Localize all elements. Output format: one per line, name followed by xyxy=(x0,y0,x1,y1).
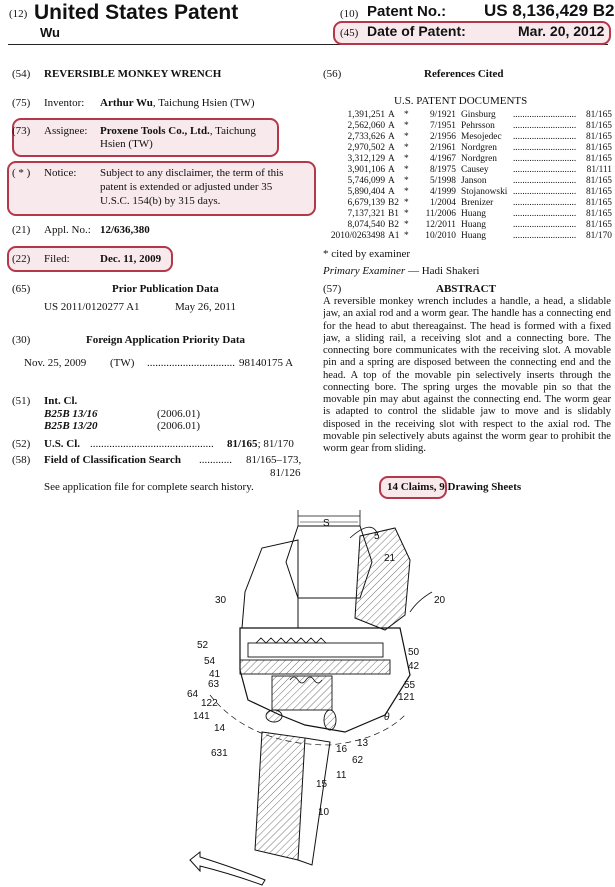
reference-row xyxy=(323,231,612,242)
ref-cited-mark: * xyxy=(404,198,409,208)
ref-cited-mark: * xyxy=(404,132,409,142)
ref-kind: A xyxy=(388,121,395,131)
ref-inventor: Pehrsson xyxy=(461,121,495,131)
date-label: Date of Patent: xyxy=(367,23,466,39)
examiner-name: — Hadi Shakeri xyxy=(405,265,480,277)
uscl-value xyxy=(227,438,294,451)
prior-pub-date: May 26, 2011 xyxy=(175,301,237,313)
ref-number: 3,901,106 xyxy=(347,165,385,175)
ref-cited-mark: * xyxy=(404,143,409,153)
ref-leader-dots: ........................... xyxy=(512,110,577,120)
ref-number: 3,312,129 xyxy=(347,154,385,164)
ref-cited-mark: * xyxy=(404,165,409,175)
ref-date: 10/2010 xyxy=(425,231,456,241)
ref-inventor: Huang xyxy=(461,231,486,241)
ref-class: 81/165 xyxy=(585,198,612,208)
fig-label-62: 62 xyxy=(352,755,364,766)
inventor-short: Wu xyxy=(40,25,60,40)
ref-kind: B1 xyxy=(388,209,399,219)
fig-label-10: 10 xyxy=(318,807,330,818)
ref-kind: B2 xyxy=(388,220,399,230)
reference-row xyxy=(323,143,612,154)
us-docs-heading: U.S. PATENT DOCUMENTS xyxy=(394,95,528,107)
abstract-heading: ABSTRACT xyxy=(436,283,496,295)
ref-number: 2010/0263498 xyxy=(330,231,385,241)
handle xyxy=(255,732,305,860)
ref-kind: A xyxy=(388,176,395,186)
code-52: (52) xyxy=(12,438,31,450)
prior-pub-number: US 2011/0120277 A1 xyxy=(44,301,140,313)
code-73: (73) xyxy=(12,125,31,137)
ref-class: 81/111 xyxy=(586,165,612,175)
ref-inventor: Nordgren xyxy=(461,143,497,153)
ref-number: 8,074,540 xyxy=(347,220,385,230)
ref-cited-mark: * xyxy=(404,154,409,164)
inventor-label: Inventor: xyxy=(44,97,85,109)
code-30: (30) xyxy=(12,334,31,346)
reference-row xyxy=(323,220,612,231)
slidable-jaw xyxy=(242,540,298,628)
fig-label-11: 11 xyxy=(336,770,347,781)
refs-heading: References Cited xyxy=(424,68,504,80)
code-57: (57) xyxy=(323,283,342,295)
date-of-patent: Mar. 20, 2012 xyxy=(518,23,605,39)
code-65: (65) xyxy=(12,283,31,295)
foreign-country: (TW) xyxy=(110,357,135,369)
ref-number: 1,391,251 xyxy=(347,110,385,120)
assignee-location: , Taichung xyxy=(209,125,256,137)
ref-inventor: Causey xyxy=(461,165,489,175)
fig-label-42: 42 xyxy=(408,661,420,672)
ref-inventor: Huang xyxy=(461,220,486,230)
fig-label-64: 64 xyxy=(187,689,199,700)
notice-label: Notice: xyxy=(44,167,77,179)
fig-label-63: 63 xyxy=(208,679,220,690)
ref-leader-dots: ........................... xyxy=(512,231,577,241)
ref-kind: A xyxy=(388,187,395,197)
fig-label-50: 50 xyxy=(408,647,420,658)
ref-date: 7/1951 xyxy=(429,121,456,131)
ref-class: 81/165 xyxy=(585,110,612,120)
ref-number: 2,970,502 xyxy=(347,143,385,153)
ref-inventor: Nordgren xyxy=(461,154,497,164)
uscl-secondary: ; 81/170 xyxy=(257,438,294,450)
field-dots: ............ xyxy=(199,454,232,466)
ref-class: 81/165 xyxy=(585,143,612,153)
fig-label-631: 631 xyxy=(211,748,228,759)
inventor-value xyxy=(100,97,255,110)
ref-cited-mark: * xyxy=(404,209,409,219)
drawing-sheets: 9 Drawing Sheets xyxy=(436,481,522,493)
ref-inventor: Huang xyxy=(461,209,486,219)
pin-141 xyxy=(266,710,282,722)
ref-cited-mark: * xyxy=(404,187,409,197)
code-10: (10) xyxy=(340,8,359,20)
ref-leader-dots: ........................... xyxy=(512,220,577,230)
ref-class: 81/165 xyxy=(585,132,612,142)
fig-label-theta: θ xyxy=(384,712,390,723)
ref-leader-dots: ........................... xyxy=(512,187,577,197)
ref-class: 81/165 xyxy=(585,187,612,197)
ref-kind: A xyxy=(388,110,395,120)
code-51: (51) xyxy=(12,395,31,407)
ref-inventor: Brenizer xyxy=(461,198,494,208)
claims-count: 14 Claims, xyxy=(387,481,437,493)
direction-arrow xyxy=(190,852,265,885)
foreign-date: Nov. 25, 2009 xyxy=(24,357,87,369)
wrench-drawing xyxy=(0,500,615,887)
patent-office-title: United States Patent xyxy=(34,1,239,24)
ref-leader-dots: ........................... xyxy=(512,165,577,175)
fig-label-13: 13 xyxy=(357,738,369,749)
code-58: (58) xyxy=(12,454,31,466)
reference-row xyxy=(323,154,612,165)
ref-class: 81/170 xyxy=(585,231,612,241)
fig-label-16: 16 xyxy=(336,744,348,755)
ref-kind: B2 xyxy=(388,198,399,208)
appl-label: Appl. No.: xyxy=(44,224,91,236)
fig-label-121: 121 xyxy=(398,692,415,703)
fig-label-52: 52 xyxy=(197,640,209,651)
ref-kind: A xyxy=(388,154,395,164)
assignee-value xyxy=(100,125,256,138)
intcl-year-1: (2006.01) xyxy=(157,408,201,420)
reference-row xyxy=(323,165,612,176)
notice-line1: Subject to any disclaimer, the term of this xyxy=(100,167,284,179)
ref-class: 81/165 xyxy=(585,209,612,219)
fig-label-14: 14 xyxy=(214,723,226,734)
abstract-text: A reversible monkey wrench includes a handle, a head, a slidable jaw, an axial rod and a worm gear. The handle has a connecting end for the head to abut thereagainst. The head is formed with a fixed jaw, a sliding rail, a receiving slot and a connecting bore. The connecting bore communicates with the receiving slot. A movable pin and a spring are disposed between the connecting end and the head. A top of the movable pin selectively inserts through the connecting bore. The spring urges the movable pin so that the movable pin may abut against the connecting end. The worm gear is adapted to control the slidable jaw to move and is slidably disposed in the receiving slot with respect to the axial rod. The movable pin selectively abuts against the worm gear to prohibit the worm gear from sliding. xyxy=(323,296,611,454)
ref-cited-mark: * xyxy=(404,176,409,186)
fig-label-5: 5 xyxy=(374,531,380,542)
ref-class: 81/165 xyxy=(585,154,612,164)
notice-line3: U.S.C. 154(b) by 315 days. xyxy=(100,195,221,207)
ref-leader-dots: ........................... xyxy=(512,176,577,186)
code-56: (56) xyxy=(323,68,342,80)
primary-examiner xyxy=(323,265,479,278)
ref-number: 6,679,139 xyxy=(347,198,385,208)
movable-pin-housing xyxy=(272,676,332,710)
fig-label-s: S xyxy=(323,518,330,529)
reference-row xyxy=(323,209,612,220)
assignee-line2: Hsien (TW) xyxy=(100,138,153,150)
ref-kind: A xyxy=(388,132,395,142)
ref-class: 81/165 xyxy=(585,176,612,186)
ref-number: 2,562,060 xyxy=(347,121,385,131)
intcl-class-2: B25B 13/20 xyxy=(44,420,98,432)
claims-sheets xyxy=(387,481,521,494)
code-45: (45) xyxy=(340,27,359,39)
ref-date: 1/2004 xyxy=(429,198,456,208)
patent-number: US 8,136,429 B2 xyxy=(484,1,615,20)
ref-number: 7,137,321 xyxy=(347,209,385,219)
ref-date: 5/1998 xyxy=(429,176,456,186)
ref-inventor: Janson xyxy=(461,176,487,186)
ref-date: 9/1921 xyxy=(429,110,456,120)
fig-label-55: 55 xyxy=(404,680,416,691)
ref-class: 81/165 xyxy=(585,121,612,131)
axial-rod xyxy=(240,660,390,674)
intcl-class-1: B25B 13/16 xyxy=(44,408,98,420)
ref-leader-dots: ........................... xyxy=(512,198,577,208)
ref-number: 5,890,404 xyxy=(347,187,385,197)
patent-no-label: Patent No.: xyxy=(367,3,447,20)
ref-cited-mark: * xyxy=(404,121,409,131)
foreign-dots: ................................ xyxy=(147,357,235,369)
inventor-name: Arthur Wu xyxy=(100,97,153,109)
ref-inventor: Mesojedec xyxy=(461,132,502,142)
worm-gear-rail xyxy=(248,643,383,657)
fig-label-30: 30 xyxy=(215,595,227,606)
filed-date: Dec. 11, 2009 xyxy=(100,253,162,265)
code-75: (75) xyxy=(12,97,31,109)
reference-row xyxy=(323,187,612,198)
inventor-location: , Taichung Hsien (TW) xyxy=(152,97,255,109)
filed-label: Filed: xyxy=(44,253,70,265)
ref-date: 2/1956 xyxy=(429,132,456,142)
invention-title: REVERSIBLE MONKEY WRENCH xyxy=(44,68,222,80)
fixed-jaw xyxy=(355,528,410,630)
ref-cited-mark: * xyxy=(404,220,409,230)
code-22: (22) xyxy=(12,253,31,265)
fig-label-41: 41 xyxy=(209,669,221,680)
notice-line2: patent is extended or adjusted under 35 xyxy=(100,181,273,193)
code-21: (21) xyxy=(12,224,31,236)
ref-date: 4/1967 xyxy=(429,154,456,164)
reference-row xyxy=(323,132,612,143)
ref-kind: A xyxy=(388,165,395,175)
appl-number: 12/636,380 xyxy=(100,224,150,236)
code-54: (54) xyxy=(12,68,31,80)
fig-label-122: 122 xyxy=(201,698,218,709)
prior-pub-heading: Prior Publication Data xyxy=(112,283,219,295)
ref-inventor: Ginsburg xyxy=(461,110,496,120)
ref-number: 2,733,626 xyxy=(347,132,385,142)
uscl-label: U.S. Cl. xyxy=(44,438,81,450)
ref-cited-mark: * xyxy=(404,110,409,120)
examiner-label: Primary Examiner xyxy=(323,265,406,277)
fig-label-20: 20 xyxy=(434,595,446,606)
spring-16 xyxy=(324,710,336,730)
foreign-heading: Foreign Application Priority Data xyxy=(86,334,245,346)
reference-row xyxy=(323,121,612,132)
ref-inventor: Stojanowski xyxy=(461,187,508,197)
ref-leader-dots: ........................... xyxy=(512,209,577,219)
ref-date: 8/1975 xyxy=(429,165,456,175)
ref-leader-dots: ........................... xyxy=(512,154,577,164)
reference-row xyxy=(323,198,612,209)
ref-leader-dots: ........................... xyxy=(512,132,577,142)
ref-class: 81/165 xyxy=(585,220,612,230)
references-table xyxy=(323,110,612,242)
uscl-primary: 81/165 xyxy=(227,438,258,450)
arrow-20 xyxy=(410,592,432,612)
ref-kind: A xyxy=(388,143,395,153)
fig-label-54: 54 xyxy=(204,656,216,667)
fig-label-21: 21 xyxy=(384,553,396,564)
ref-date: 2/1961 xyxy=(429,143,456,153)
code-12: (12) xyxy=(9,8,28,20)
fig-label-15: 15 xyxy=(316,779,328,790)
reference-row xyxy=(323,176,612,187)
ref-date: 12/2011 xyxy=(425,220,456,230)
intcl-label: Int. Cl. xyxy=(44,395,78,407)
field-value-line2: 81/126 xyxy=(270,467,301,479)
field-value: 81/165–173, xyxy=(246,454,302,466)
ref-number: 5,746,099 xyxy=(347,176,385,186)
code-notice: ( * ) xyxy=(12,167,31,179)
ref-leader-dots: ........................... xyxy=(512,143,577,153)
ref-kind: A1 xyxy=(388,231,400,241)
field-label: Field of Classification Search xyxy=(44,454,181,466)
ref-leader-dots: ........................... xyxy=(512,121,577,131)
intcl-year-2: (2006.01) xyxy=(157,420,201,432)
assignee-label: Assignee: xyxy=(44,125,88,137)
ref-cited-mark: * xyxy=(404,231,409,241)
reference-row xyxy=(323,110,612,121)
ref-date: 4/1999 xyxy=(429,187,456,197)
cited-by-note: * cited by examiner xyxy=(323,248,411,260)
assignee-name: Proxene Tools Co., Ltd. xyxy=(100,125,210,137)
foreign-number: 98140175 A xyxy=(239,357,294,369)
ref-date: 11/2006 xyxy=(425,209,456,219)
field-note: See application file for complete search history. xyxy=(44,481,254,493)
fig-label-141: 141 xyxy=(193,711,210,722)
uscl-dots: ............................................. xyxy=(90,438,214,450)
